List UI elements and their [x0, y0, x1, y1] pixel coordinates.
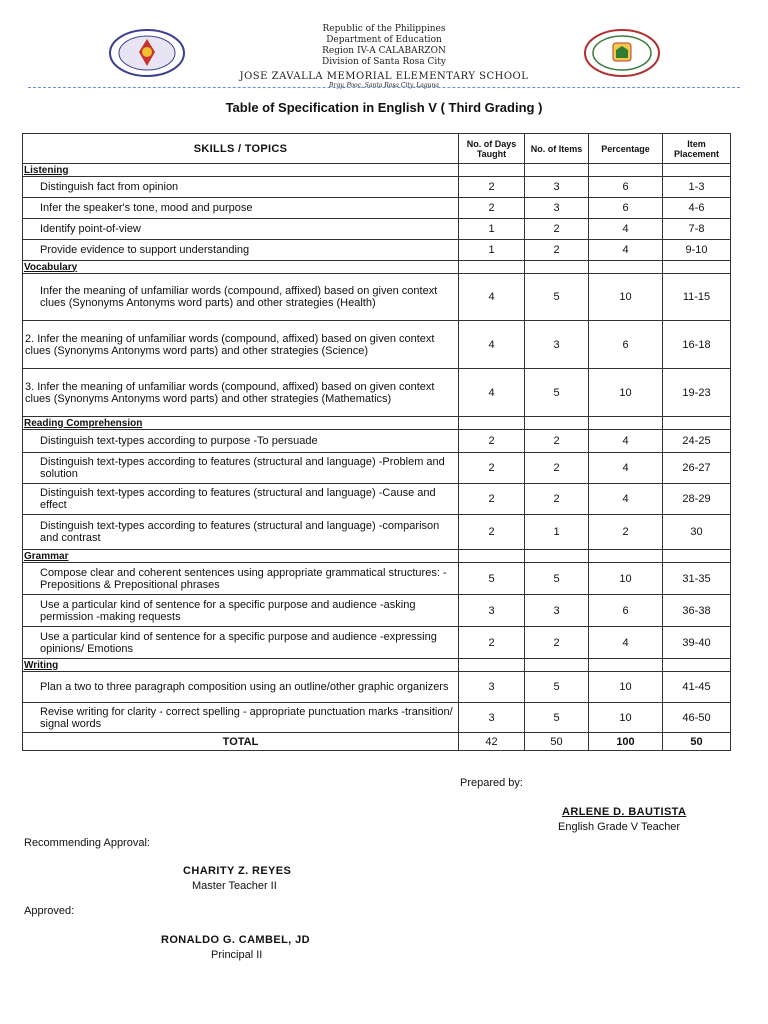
percentage-cell: 6	[589, 198, 663, 219]
letterhead-text	[200, 24, 568, 90]
section-title: Grammar	[23, 550, 459, 563]
table-row	[23, 274, 731, 321]
placement-cell: 11-15	[663, 274, 731, 321]
percentage-cell: 10	[589, 563, 663, 595]
items-cell: 5	[525, 563, 589, 595]
approved-label: Approved:	[24, 905, 75, 917]
total-row	[23, 733, 731, 751]
table-row	[23, 321, 731, 369]
days-cell: 1	[459, 219, 525, 240]
empty-cell	[589, 261, 663, 274]
days-cell: 2	[459, 515, 525, 550]
empty-cell	[459, 659, 525, 672]
total-label: TOTAL	[23, 733, 459, 751]
table-body	[23, 164, 731, 751]
items-cell: 5	[525, 703, 589, 733]
header-placement: Item Placement	[663, 134, 731, 164]
days-cell: 3	[459, 672, 525, 703]
topic-cell: Use a particular kind of sentence for a specific purpose and audience -expressing opinions/ Emotions	[23, 627, 459, 659]
items-cell: 3	[525, 198, 589, 219]
empty-cell	[525, 261, 589, 274]
preparer-title: English Grade V Teacher	[558, 821, 681, 833]
page-title: Table of Specification in English V ( Third Grading )	[225, 100, 543, 115]
items-cell: 5	[525, 369, 589, 417]
topic-cell: Distinguish text-types according to features (structural and language) -comparison and contrast	[23, 515, 459, 550]
total-days: 42	[459, 733, 525, 751]
recommender-name: CHARITY Z. REYES	[183, 865, 292, 877]
header-line-1: Republic of the Philippines	[322, 24, 446, 34]
topic-cell: Provide evidence to support understanding	[23, 240, 459, 261]
topic-cell: Use a particular kind of sentence for a specific purpose and audience -asking permission -making requests	[23, 595, 459, 627]
placement-cell: 24-25	[663, 430, 731, 453]
placement-cell: 19-23	[663, 369, 731, 417]
placement-cell: 1-3	[663, 177, 731, 198]
placement-cell: 7-8	[663, 219, 731, 240]
section-row	[23, 164, 731, 177]
percentage-cell: 10	[589, 703, 663, 733]
days-cell: 1	[459, 240, 525, 261]
items-cell: 3	[525, 177, 589, 198]
percentage-cell: 4	[589, 240, 663, 261]
table-row	[23, 219, 731, 240]
placement-cell: 9-10	[663, 240, 731, 261]
days-cell: 3	[459, 595, 525, 627]
section-row	[23, 261, 731, 274]
placement-cell: 30	[663, 515, 731, 550]
table-row	[23, 515, 731, 550]
empty-cell	[663, 261, 731, 274]
empty-cell	[459, 164, 525, 177]
items-cell: 2	[525, 484, 589, 515]
topic-cell: Revise writing for clarity - correct spelling - appropriate punctuation marks -transition/ signal words	[23, 703, 459, 733]
days-cell: 2	[459, 453, 525, 484]
placement-cell: 36-38	[663, 595, 731, 627]
empty-cell	[663, 164, 731, 177]
days-cell: 2	[459, 484, 525, 515]
percentage-cell: 6	[589, 321, 663, 369]
empty-cell	[663, 659, 731, 672]
empty-cell	[525, 659, 589, 672]
placement-cell: 39-40	[663, 627, 731, 659]
percentage-cell: 4	[589, 453, 663, 484]
table-row	[23, 453, 731, 484]
percentage-cell: 10	[589, 672, 663, 703]
topic-cell: 3. Infer the meaning of unfamiliar words (compound, affixed) based on given context clues (Synonyms Antonyms word parts) and other strategies (Mathematics)	[23, 369, 459, 417]
items-cell: 5	[525, 274, 589, 321]
table-row	[23, 198, 731, 219]
days-cell: 5	[459, 563, 525, 595]
days-cell: 3	[459, 703, 525, 733]
total-placement: 50	[663, 733, 731, 751]
placement-cell: 41-45	[663, 672, 731, 703]
topic-cell: Plan a two to three paragraph composition using an outline/other graphic organizers	[23, 672, 459, 703]
percentage-cell: 10	[589, 274, 663, 321]
topic-cell: Infer the meaning of unfamiliar words (compound, affixed) based on given context clues (Synonyms Antonyms word parts) and other strategies (Health)	[23, 274, 459, 321]
placement-cell: 4-6	[663, 198, 731, 219]
table-row	[23, 703, 731, 733]
specification-table	[22, 133, 731, 751]
approver-name: RONALDO G. CAMBEL, JD	[161, 934, 310, 946]
header-skills: SKILLS / TOPICS	[23, 134, 459, 164]
days-cell: 2	[459, 198, 525, 219]
table-row	[23, 430, 731, 453]
empty-cell	[459, 417, 525, 430]
empty-cell	[525, 417, 589, 430]
empty-cell	[459, 550, 525, 563]
placement-cell: 46-50	[663, 703, 731, 733]
topic-cell: 2. Infer the meaning of unfamiliar words (compound, affixed) based on given context clues (Synonyms Antonyms word parts) and other strategies (Science)	[23, 321, 459, 369]
table-row	[23, 369, 731, 417]
header-days: No. of Days Taught	[459, 134, 525, 164]
section-title: Listening	[23, 164, 459, 177]
percentage-cell: 4	[589, 219, 663, 240]
table-row	[23, 672, 731, 703]
recommender-title: Master Teacher II	[192, 880, 277, 892]
total-items: 50	[525, 733, 589, 751]
percentage-cell: 6	[589, 595, 663, 627]
topic-cell: Distinguish fact from opinion	[23, 177, 459, 198]
empty-cell	[589, 659, 663, 672]
items-cell: 3	[525, 321, 589, 369]
days-cell: 4	[459, 369, 525, 417]
school-name: JOSE ZAVALLA MEMORIAL ELEMENTARY SCHOOL	[239, 71, 529, 82]
empty-cell	[589, 164, 663, 177]
days-cell: 2	[459, 177, 525, 198]
items-cell: 2	[525, 219, 589, 240]
letterhead	[0, 0, 768, 90]
percentage-cell: 4	[589, 627, 663, 659]
days-cell: 2	[459, 430, 525, 453]
empty-cell	[525, 550, 589, 563]
table-row	[23, 177, 731, 198]
recommending-label: Recommending Approval:	[24, 837, 150, 849]
section-row	[23, 550, 731, 563]
table-row	[23, 563, 731, 595]
school-seal-logo	[583, 28, 661, 78]
topic-cell: Distinguish text-types according to features (structural and language) -Cause and effect	[23, 484, 459, 515]
percentage-cell: 4	[589, 430, 663, 453]
table-row	[23, 484, 731, 515]
days-cell: 2	[459, 627, 525, 659]
topic-cell: Distinguish text-types according to purpose -To persuade	[23, 430, 459, 453]
empty-cell	[525, 164, 589, 177]
section-row	[23, 659, 731, 672]
items-cell: 2	[525, 240, 589, 261]
empty-cell	[459, 261, 525, 274]
preparer-name: ARLENE D. BAUTISTA	[562, 806, 687, 818]
placement-cell: 26-27	[663, 453, 731, 484]
section-title: Writing	[23, 659, 459, 672]
days-cell: 4	[459, 321, 525, 369]
prepared-by-label: Prepared by:	[460, 777, 523, 789]
days-cell: 4	[459, 274, 525, 321]
placement-cell: 16-18	[663, 321, 731, 369]
placement-cell: 28-29	[663, 484, 731, 515]
approver-title: Principal II	[211, 949, 263, 961]
percentage-cell: 2	[589, 515, 663, 550]
items-cell: 2	[525, 453, 589, 484]
items-cell: 5	[525, 672, 589, 703]
section-title: Vocabulary	[23, 261, 459, 274]
topic-cell: Infer the speaker's tone, mood and purpose	[23, 198, 459, 219]
items-cell: 1	[525, 515, 589, 550]
school-address: Brgy. Pooc, Santa Rosa City, Laguna	[329, 82, 439, 89]
percentage-cell: 4	[589, 484, 663, 515]
topic-cell: Compose clear and coherent sentences using appropriate grammatical structures: -Prepositions & Prepositional phrases	[23, 563, 459, 595]
total-percentage: 100	[589, 733, 663, 751]
table-row	[23, 240, 731, 261]
items-cell: 3	[525, 595, 589, 627]
deped-seal-logo	[108, 28, 186, 78]
header-line-3: Region IV-A CALABARZON	[322, 46, 446, 56]
section-row	[23, 417, 731, 430]
empty-cell	[663, 417, 731, 430]
table-row	[23, 627, 731, 659]
table-header-row	[23, 134, 731, 164]
header-divider	[28, 87, 740, 88]
header-items: No. of Items	[525, 134, 589, 164]
topic-cell: Identify point-of-view	[23, 219, 459, 240]
header-line-2: Department of Education	[326, 35, 442, 45]
percentage-cell: 6	[589, 177, 663, 198]
section-title: Reading Comprehension	[23, 417, 459, 430]
empty-cell	[663, 550, 731, 563]
items-cell: 2	[525, 627, 589, 659]
header-percentage: Percentage	[589, 134, 663, 164]
empty-cell	[589, 550, 663, 563]
header-line-4: Division of Santa Rosa City	[322, 57, 446, 67]
placement-cell: 31-35	[663, 563, 731, 595]
topic-cell: Distinguish text-types according to features (structural and language) -Problem and solution	[23, 453, 459, 484]
percentage-cell: 10	[589, 369, 663, 417]
items-cell: 2	[525, 430, 589, 453]
table-row	[23, 595, 731, 627]
empty-cell	[589, 417, 663, 430]
